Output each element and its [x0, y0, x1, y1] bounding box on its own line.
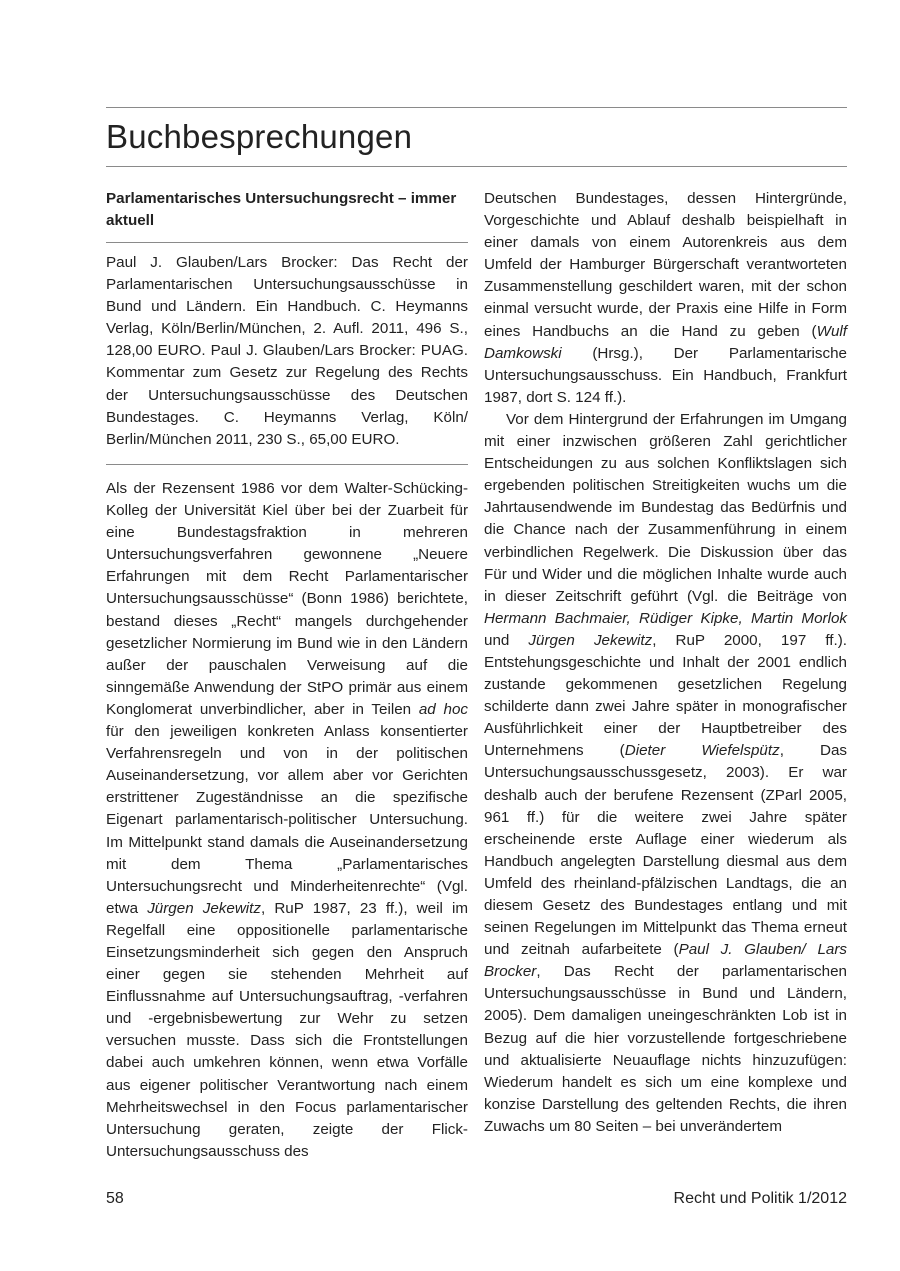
- heading-rule: [106, 166, 847, 167]
- title-rule: [106, 242, 468, 243]
- section-heading: Buchbesprechungen: [106, 118, 413, 155]
- author-name: Dieter Wiefelspütz: [624, 742, 780, 760]
- bibliography-rule: [106, 464, 468, 465]
- author-names: Hermann Bachmaier, Rüdiger Kipke, Martin Morlok: [484, 609, 847, 627]
- journal-issue: Recht und Politik 1/2012: [673, 1190, 847, 1207]
- bibliography: [106, 252, 468, 451]
- author-name: Jürgen Jekewitz: [528, 631, 653, 649]
- left-column: [106, 478, 468, 1163]
- author-name: Wulf Damkowski: [484, 322, 847, 362]
- author-name: Jürgen Jekewitz: [147, 899, 261, 917]
- page-number: 58: [106, 1190, 124, 1207]
- italic-term: ad hoc: [418, 700, 468, 718]
- top-rule: [106, 107, 847, 108]
- body-paragraph: Als der Rezensent 1986 vor dem Walter-Schücking-Kolleg der Universität Kiel über bei der Zuarbeit für eine Bundestagsfraktion in mehreren Untersuchungsverfahren gewonnene „Neuere Erfahrungen mit dem Recht Parlamentarischer Untersuchungsausschüsse“ (Bonn 1986) berichtete, bestand dieses „Recht“ mangels durchgehender gesetzlicher Normierung im Bund wie in den Ländern außer der pauschalen Verweisung auf die sinngemäße Anwendung der StPO primär aus einem Konglomerat unverbindlicher, aber in Teilen ad hoc für den jeweiligen konkreten Anlass konsentierter Verfahrensregeln und von in der politischen Auseinandersetzung, vor allem aber vor Gerichten erstrittener Zugeständnisse an die spezifische Eigenart parlamentarisch-politischer Untersuchung. Im Mittelpunkt stand damals die Auseinandersetzung mit dem Thema „Parlamentarisches Untersuchungsrecht und Minderheitenrechte“ (Vgl. etwa Jürgen Jekewitz, RuP 1987, 23 ff.), weil im Regelfall eine oppositionelle parlamentarische Einsetzungsminderheit sich gegen den Anspruch einer gegen sie stehenden Mehrheit auf Einflussnahme auf Untersuchungsauftrag, -verfahren und -ergebnisbewertung zur Wehr zu setzen versuchen musste. Dass sich die Frontstellungen dabei auch umkehren können, wenn etwa Vorfälle aus eigener politischer Verantwortung nach einem Mehrheitswechsel in den Focus parlamentarischer Untersuchung geraten, zeigte der Flick-Untersuchungsausschuss des: [106, 480, 468, 1160]
- bibliography-text: Paul J. Glauben/Lars Brocker: Das Recht der Parlamentarischen Untersuchungsausschüsse in Bund und Ländern. Ein Handbuch. C. Heymanns Verlag, Köln/Berlin/München, 2. Aufl. 2011, 496 S., 128,00 EURO. Paul J. Glauben/Lars Brocker: PUAG. Kommentar zum Gesetz zur Regelung des Rechts der Untersuchungsausschüsse des Deutschen Bundestages. C. Heymanns Verlag, Köln/ Berlin/München 2011, 230 S., 65,00 EURO.: [106, 254, 468, 448]
- body-paragraph: Vor dem Hintergrund der Erfahrungen im Umgang mit einer inzwischen größeren Zahl gerichtlicher Entscheidungen zu aus solchen Konfliktslagen sich ergebenden politischen Streitigkeiten wuchs um die Jahrtausendwende im Bundestag das Bedürfnis und die Chance nach der Zusammenführung in einem verbindlichen Regelwerk. Die Diskussion über das Für und Wider und die möglichen Inhalte wurde auch in dieser Zeitschrift geführt (Vgl. die Beiträge von Hermann Bachmaier, Rüdiger Kipke, Martin Morlok und Jürgen Jekewitz, RuP 2000, 197 ff.). Entstehungsgeschichte und Inhalt der 2001 endlich zustande gekommenen gesetzlichen Regelung schilderte dann zwei Jahre später in monografischer Ausführlichkeit einer der Hauptbetreiber des Unternehmens (Dieter Wiefelspütz, Das Untersuchungsausschussgesetz, 2003). Er war deshalb auch der berufene Rezensent (ZParl 2005, 961 ff.) für die weitere zwei Jahre später erscheinende erste Auflage einer wiederum als Handbuch angelegten Darstellung diesmal aus dem Umfeld des rheinland-pfälzischen Landtags, die an diesem Gesetz des Bundestages entlang und mit seinen Regelungen im Mittelpunkt das Thema erneut und zeitnah aufarbeitete (Paul J. Glauben/ Lars Brocker, Das Recht der parlamentarischen Untersuchungsausschüsse in Bund und Ländern, 2005). Dem damaligen uneingeschränkten Lob ist in Bezug auf die hier vorzustellende fortgeschriebene und aktualisierte Neuauflage nichts hinzuzufügen: Wiederum handelt es sich um eine komplexe und konzise Darstellung des geltenden Rechts, die ihren Zuwachs um 80 Seiten – bei unverändertem: [484, 410, 847, 1135]
- author-names: Paul J. Glauben/ Lars Brocker: [484, 941, 847, 981]
- review-title: Parlamentarisches Untersuchungsrecht – immer aktuell: [106, 190, 457, 229]
- body-paragraph: Deutschen Bundestages, dessen Hintergründe, Vorgeschichte und Ablauf deshalb beispielhaft in einer damals von einem Autorenkreis aus dem Umfeld der Hamburger Bürgerschaft verantworteten Zusammenstellung geschildert waren, mit der schon einmal versucht wurde, der Praxis eine Hilfe in Form eines Handbuchs an die Hand zu geben (Wulf Damkowski (Hrsg.), Der Parlamentarische Untersuchungsausschuss. Ein Handbuch, Frankfurt 1987, dort S. 124 ff.).: [484, 190, 847, 406]
- right-column: [484, 188, 847, 1138]
